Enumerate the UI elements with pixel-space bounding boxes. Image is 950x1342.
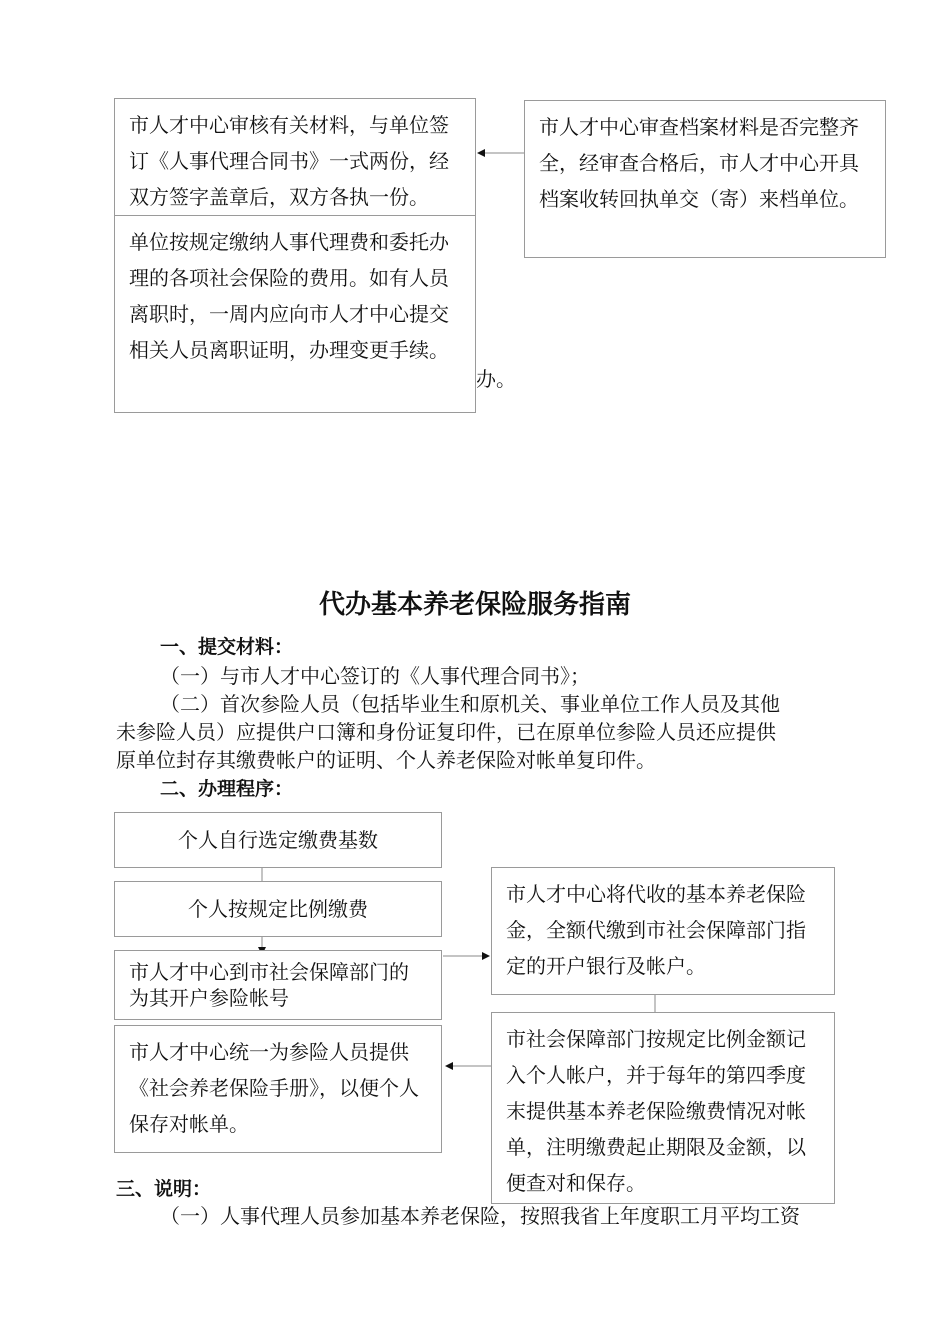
box-review-materials: 市人才中心审核有关材料，与单位签订《人事代理合同书》一式两份，经双方签字盖章后，双方各执一份。 (114, 98, 476, 226)
flow-step3: 市人才中心到市社会保障部门的为其开户参险帐号 (114, 950, 442, 1020)
flow-step6: 市人才中心统一为参险人员提供《社会养老保险手册》，以便个人保存对帐单。 (114, 1025, 442, 1153)
item2-line2: 未参险人员）应提供户口簿和身份证复印件，已在原单位参险人员还应提供 (116, 720, 776, 744)
box-archive-check: 市人才中心审查档案材料是否完整齐全，经审查合格后，市人才中心开具档案收转回执单交（寄）来档单位。 (524, 100, 886, 258)
item1: （一）与市人才中心签订的《人事代理合同书》； (160, 664, 590, 688)
section3-heading: 三、说明： (116, 1178, 212, 1200)
box-fee-payment: 单位按规定缴纳人事代理费和委托办理的各项社会保险的费用。如有人员离职时，一周内应向市人才中心提交相关人员离职证明，办理变更手续。 (114, 215, 476, 413)
flow-step2: 个人按规定比例缴费 (114, 881, 442, 937)
flow-step1: 个人自行选定缴费基数 (114, 812, 442, 868)
page-title: 代办基本养老保险服务指南 (318, 590, 631, 620)
section2-heading: 二、办理程序： (160, 778, 294, 800)
flow-step4: 市人才中心将代收的基本养老保险金，全额代缴到市社会保障部门指定的开户银行及帐户。 (491, 867, 835, 995)
item2-line1: （二）首次参险人员（包括毕业生和原机关、事业单位工作人员及其他 (160, 692, 780, 716)
flow-step5: 市社会保障部门按规定比例金额记入个人帐户，并于每年的第四季度末提供基本养老保险缴费情况对帐单，注明缴费起止期限及金额，以便查对和保存。 (491, 1012, 835, 1204)
item2-line3: 原单位封存其缴费帐户的证明、个人养老保险对帐单复印件。 (116, 748, 656, 772)
stray-text: 办。 (476, 367, 516, 391)
note1: （一）人事代理人员参加基本养老保险，按照我省上年度职工月平均工资 (160, 1204, 800, 1228)
section1-heading: 一、提交材料： (160, 636, 294, 658)
